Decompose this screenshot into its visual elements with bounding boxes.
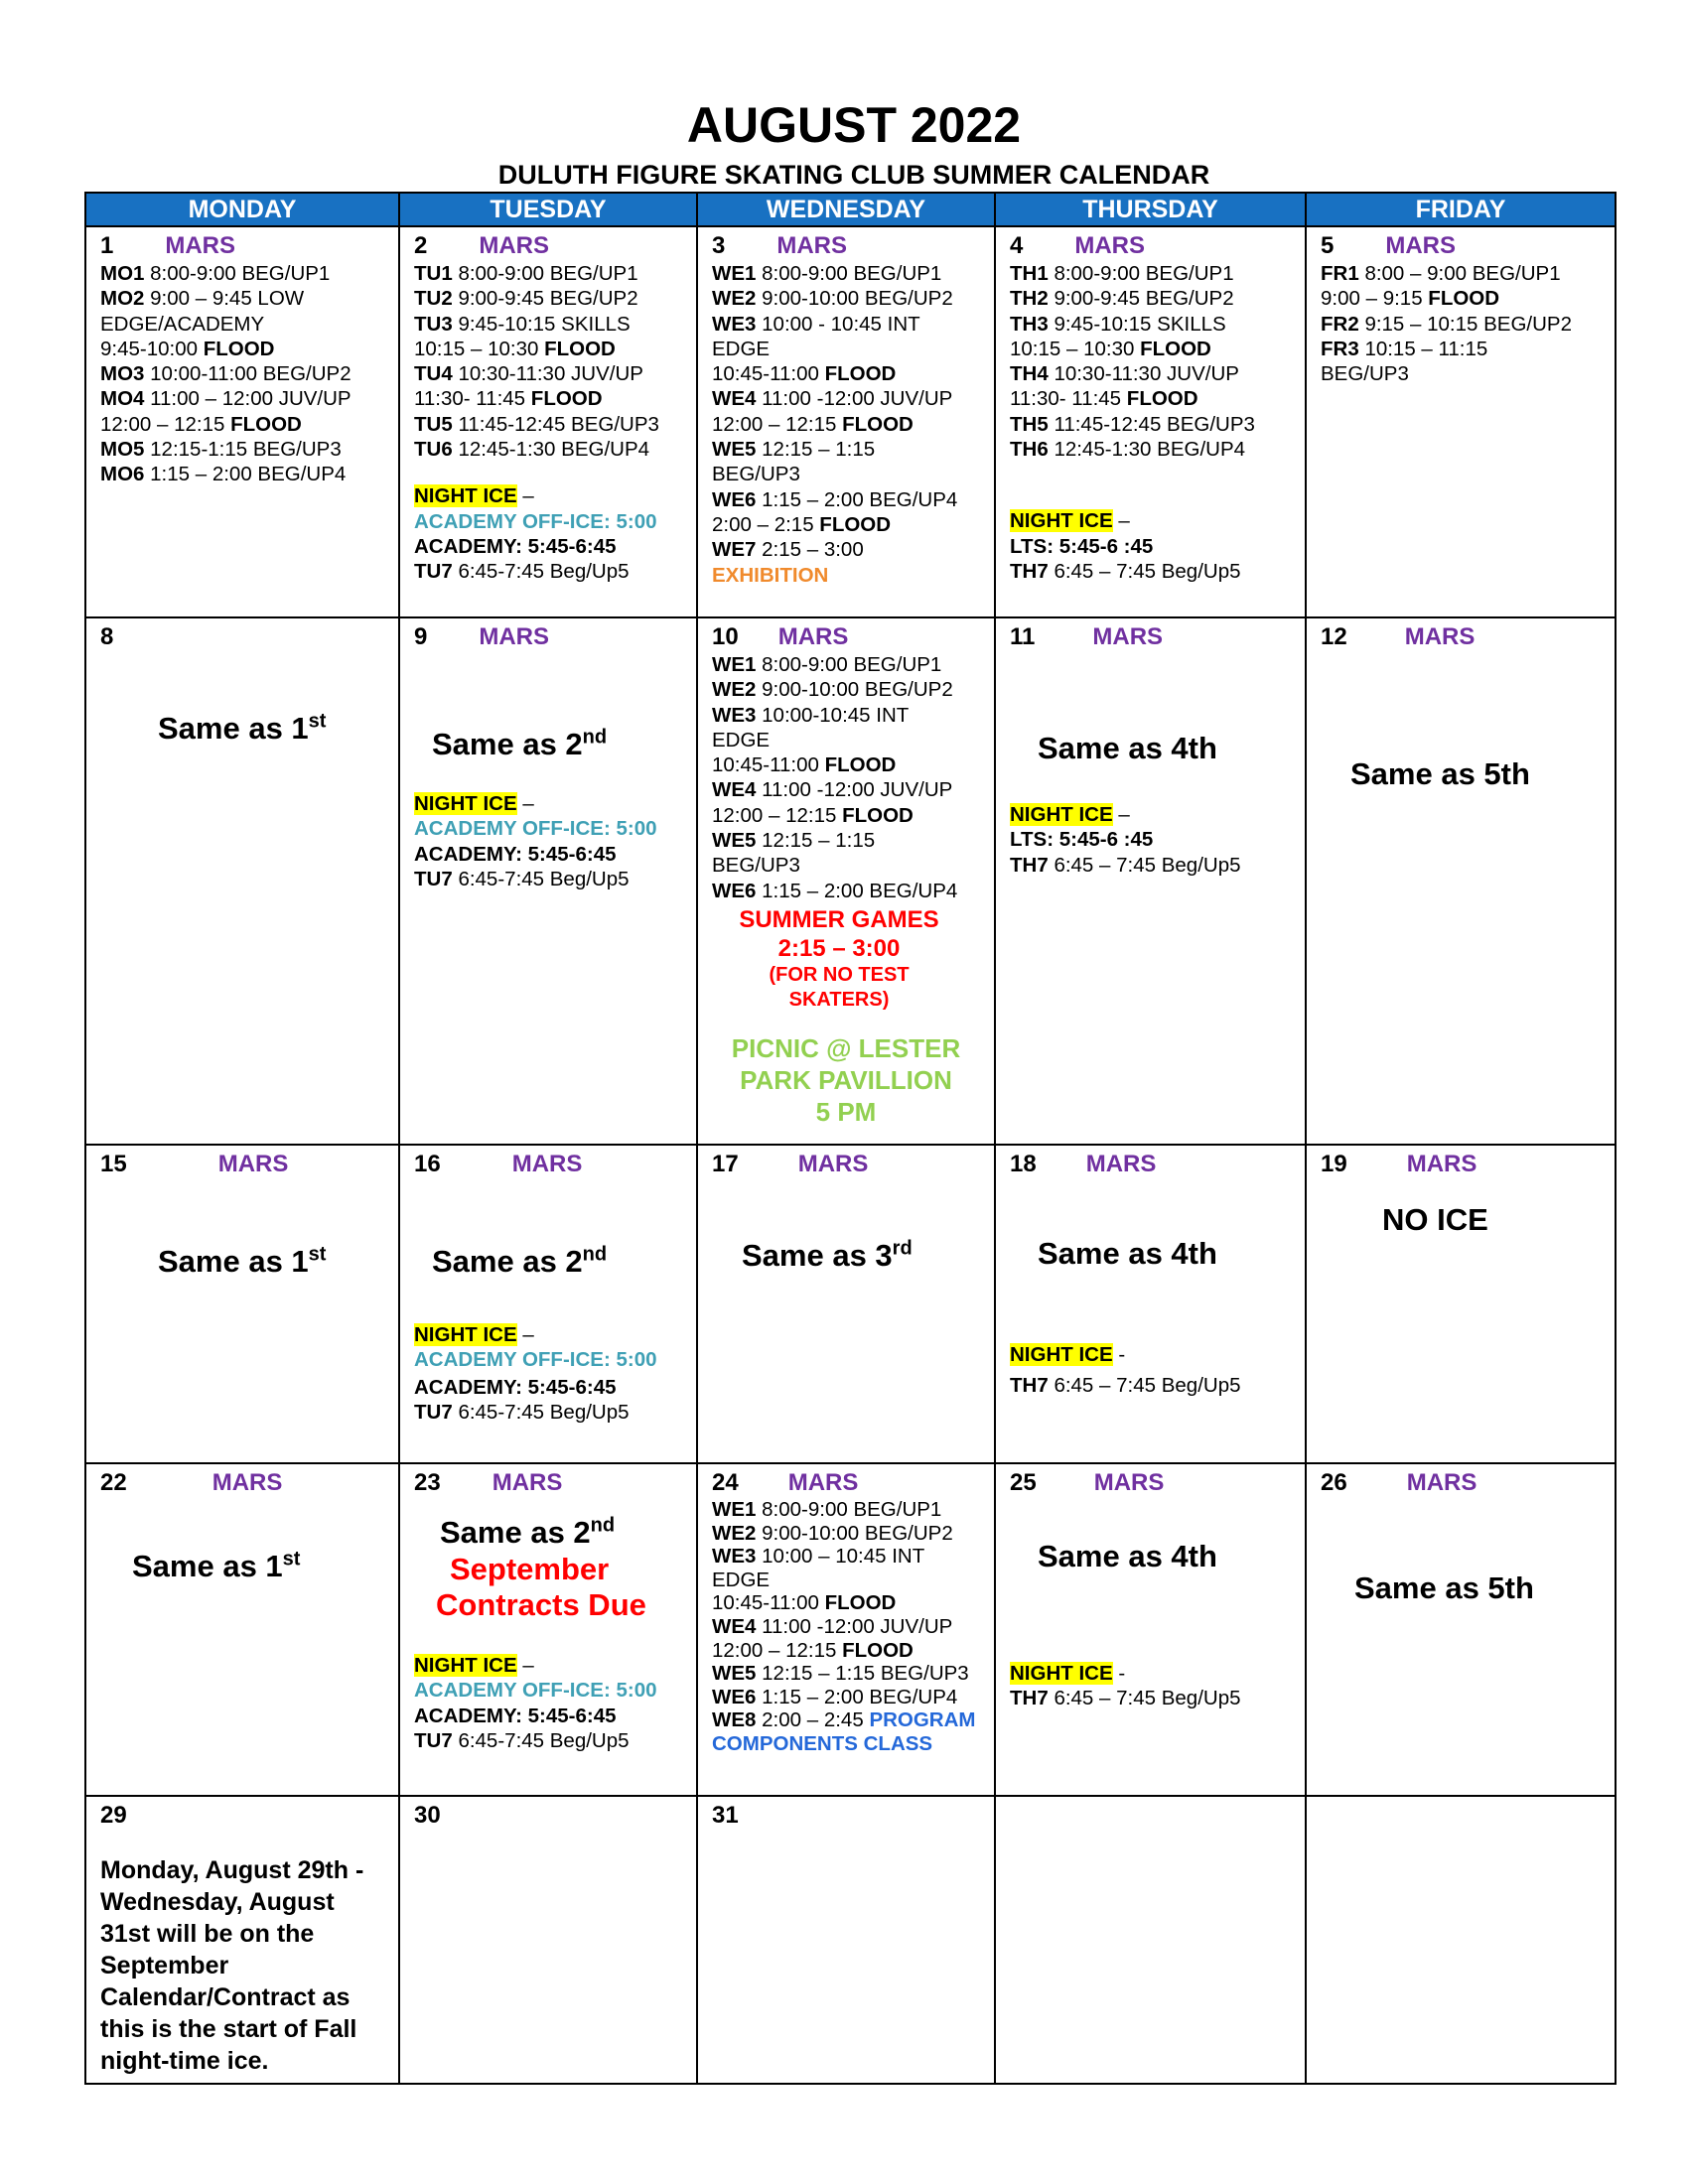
session-text: 12:45-1:30 BEG/UP4 — [1054, 438, 1246, 462]
day-number: 22 — [100, 1469, 127, 1496]
weekday-header: MONDAY — [85, 193, 399, 226]
day-number: 15 — [100, 1151, 127, 1177]
day-number: 31 — [712, 1802, 739, 1829]
academy-office: ACADEMY OFF-ICE: 5:00 — [414, 817, 657, 841]
flood-label: FLOOD — [1126, 387, 1198, 411]
no-ice-note: NO ICE — [1382, 1202, 1488, 1237]
session-code: TH4 — [1010, 362, 1049, 386]
session-code: WE2 — [712, 287, 757, 311]
week-row — [85, 1796, 1616, 2084]
day-cell-19 — [1306, 1145, 1616, 1463]
picnic-note: PICNIC @ LESTER — [731, 1032, 961, 1063]
day-number: 1 — [100, 232, 114, 259]
same-as-note: Same as 4th — [1038, 731, 1217, 765]
session-code: WE6 — [712, 879, 757, 902]
day-cell-31 — [697, 1796, 995, 2084]
session-code: TU7 — [414, 1400, 453, 1424]
day-cell-15 — [85, 1145, 399, 1463]
session-text: 12:45-1:30 BEG/UP4 — [458, 438, 650, 462]
session-code: WE4 — [712, 778, 757, 802]
same-as-note: Same as 1st — [132, 1548, 301, 1583]
session-text: 6:45-7:45 Beg/Up5 — [458, 867, 630, 890]
flood-time: 9:45-10:00 — [100, 337, 199, 360]
flood-label: FLOOD — [842, 803, 914, 827]
day-number: 18 — [1010, 1151, 1037, 1177]
session-text: 1:15 – 2:00 BEG/UP4 — [762, 487, 958, 511]
session-code: TH7 — [1010, 853, 1049, 877]
session-code: WE5 — [712, 438, 757, 462]
day-cell-3 — [697, 226, 995, 617]
day-number: 30 — [414, 1802, 441, 1829]
session-code: TU5 — [414, 412, 453, 436]
day-cell-5 — [1306, 226, 1616, 617]
academy-time: ACADEMY: 5:45-6:45 — [414, 1704, 617, 1727]
flood-time: 11:30- 11:45 — [414, 387, 526, 411]
same-as-note: Same as 2nd — [432, 726, 608, 761]
dash: – — [522, 1323, 534, 1346]
session-text: EDGE/ACADEMY — [100, 312, 265, 336]
day-number: 10 — [712, 623, 739, 650]
session-text: 12:15 – 1:15 — [762, 438, 876, 462]
flood-time: 12:00 – 12:15 — [100, 412, 225, 436]
day-cell-18 — [995, 1145, 1306, 1463]
mars-label: MARS — [777, 623, 849, 650]
mars-label: MARS — [1092, 623, 1164, 650]
session-text: 10:15 – 11:15 — [1364, 337, 1488, 360]
night-ice-label: NIGHT ICE — [414, 792, 517, 815]
exhibition-label: EXHIBITION — [712, 563, 829, 587]
weekday-header: THURSDAY — [995, 193, 1306, 226]
mars-label: MARS — [479, 623, 550, 650]
summer-games-time: 2:15 – 3:00 — [777, 934, 901, 962]
mars-label: MARS — [217, 1151, 289, 1177]
academy-office: ACADEMY OFF-ICE: 5:00 — [414, 1679, 657, 1703]
session-text: 12:15 – 1:15 BEG/UP3 — [762, 1662, 969, 1686]
session-text: EDGE — [712, 728, 771, 751]
session-code: TH7 — [1010, 559, 1049, 583]
session-text: 8:00-9:00 BEG/UP1 — [762, 653, 942, 676]
session-text: 6:45-7:45 Beg/Up5 — [458, 1728, 630, 1752]
session-code: WE1 — [712, 262, 757, 285]
session-code: WE5 — [712, 829, 757, 853]
session-text: EDGE — [712, 337, 771, 360]
flood-time: 10:15 – 10:30 — [1010, 337, 1135, 360]
program-label: PROGRAM — [869, 1708, 976, 1732]
summer-games-label: SUMMER GAMES — [739, 905, 939, 933]
session-text: 10:30-11:30 JUV/UP — [1054, 362, 1239, 386]
academy-time: ACADEMY: 5:45-6:45 — [414, 534, 617, 558]
same-as-note: Same as 2nd — [432, 1243, 608, 1279]
week-row — [85, 617, 1616, 1145]
session-code: WE4 — [712, 387, 757, 411]
day-cell-1 — [85, 226, 399, 617]
session-text: 9:00-10:00 BEG/UP2 — [762, 678, 953, 702]
page-subtitle: DULUTH FIGURE SKATING CLUB SUMMER CALENDAR — [497, 160, 1210, 190]
mars-label: MARS — [1074, 232, 1146, 259]
session-code: TU1 — [414, 262, 453, 285]
day-number: 17 — [712, 1151, 739, 1177]
session-code: TU7 — [414, 1728, 453, 1752]
mars-label: MARS — [1085, 1151, 1157, 1177]
session-text: 6:45-7:45 Beg/Up5 — [458, 560, 630, 584]
day-cell-9 — [399, 617, 697, 1145]
same-as-note: Same as 4th — [1038, 1236, 1217, 1271]
weekday-header: WEDNESDAY — [697, 193, 995, 226]
day-number: 9 — [414, 623, 428, 650]
lts-time: LTS: 5:45-6 :45 — [1010, 828, 1154, 852]
same-as-note: Same as 1st — [158, 1243, 327, 1279]
session-text: 6:45-7:45 Beg/Up5 — [458, 1400, 630, 1424]
flood-time: 2:00 – 2:15 — [712, 512, 814, 536]
september-contracts-note: Contracts Due — [436, 1587, 646, 1622]
session-text: BEG/UP3 — [1321, 362, 1409, 386]
mars-label: MARS — [1406, 1469, 1477, 1496]
session-text: 1:15 – 2:00 BEG/UP4 — [762, 1685, 958, 1708]
flood-time: 12:00 – 12:15 — [712, 1638, 837, 1662]
session-text: 6:45 – 7:45 Beg/Up5 — [1054, 853, 1241, 877]
mars-label: MARS — [787, 1469, 859, 1496]
session-text: 8:00-9:00 BEG/UP1 — [150, 262, 331, 285]
session-text: 11:00 -12:00 JUV/UP — [762, 387, 953, 411]
session-code: WE2 — [712, 1521, 757, 1545]
dash: – — [522, 1654, 534, 1677]
flood-time: 12:00 – 12:15 — [712, 803, 837, 827]
mars-label: MARS — [776, 232, 848, 259]
flood-label: FLOOD — [1428, 287, 1500, 311]
night-ice-label: NIGHT ICE — [1010, 1343, 1113, 1366]
session-text: 9:00-9:45 BEG/UP2 — [1054, 287, 1234, 311]
night-ice-label: NIGHT ICE — [1010, 1662, 1113, 1685]
night-ice-label: NIGHT ICE — [414, 1654, 517, 1677]
mars-label: MARS — [479, 232, 550, 259]
session-code: WE1 — [712, 653, 757, 676]
same-as-note: Same as 1st — [158, 710, 327, 746]
day-cell-22 — [85, 1463, 399, 1796]
night-ice-label: NIGHT ICE — [414, 1323, 517, 1346]
night-ice-label: NIGHT ICE — [1010, 509, 1113, 533]
session-text: 10:30-11:30 JUV/UP — [458, 362, 643, 386]
session-text: 1:15 – 2:00 BEG/UP4 — [762, 879, 958, 902]
dash: – — [522, 484, 534, 508]
day-number: 26 — [1321, 1469, 1347, 1496]
session-text: 12:15 – 1:15 — [762, 829, 876, 853]
day-number: 19 — [1321, 1151, 1347, 1177]
flood-time: 12:00 – 12:15 — [712, 412, 837, 436]
mars-label: MARS — [492, 1469, 563, 1496]
week-row — [85, 1463, 1616, 1796]
session-code: TH5 — [1010, 412, 1049, 436]
mars-label: MARS — [511, 1151, 583, 1177]
session-text: 9:45-10:15 SKILLS — [458, 312, 631, 336]
fall-schedule-note: Monday, August 29th - Wednesday, August 31st will be on the September Calendar/Contract as this is the start of Fall night-time ice. — [100, 1856, 364, 2075]
day-cell-2 — [399, 226, 697, 617]
session-text: 8:00 – 9:00 BEG/UP1 — [1364, 262, 1561, 285]
day-cell-23 — [399, 1463, 697, 1796]
dash: – — [1118, 803, 1130, 826]
session-text: 11:00 -12:00 JUV/UP — [762, 1614, 953, 1638]
flood-label: FLOOD — [842, 1638, 914, 1662]
day-cell-4 — [995, 226, 1306, 617]
same-as-note: Same as 3rd — [742, 1237, 913, 1273]
session-code: FR3 — [1321, 337, 1359, 360]
night-ice-label: NIGHT ICE — [1010, 803, 1113, 826]
same-as-note: Same as 5th — [1350, 756, 1530, 791]
session-text: 9:00-10:00 BEG/UP2 — [762, 287, 953, 311]
day-cell-11 — [995, 617, 1306, 1145]
session-text: 6:45 – 7:45 Beg/Up5 — [1054, 1687, 1241, 1710]
week-row — [85, 1145, 1616, 1463]
session-code: WE7 — [712, 538, 757, 562]
day-number: 29 — [100, 1802, 127, 1829]
session-code: MO4 — [100, 387, 145, 411]
session-text: 9:45-10:15 SKILLS — [1054, 312, 1226, 336]
flood-time: 9:00 – 9:15 — [1321, 287, 1423, 311]
session-code: TU7 — [414, 867, 453, 890]
session-code: MO6 — [100, 463, 145, 486]
day-number: 24 — [712, 1469, 739, 1496]
session-code: WE4 — [712, 1614, 757, 1638]
session-text: 11:45-12:45 BEG/UP3 — [1054, 412, 1255, 436]
day-cell-16 — [399, 1145, 697, 1463]
session-code: MO3 — [100, 362, 145, 386]
day-number: 16 — [414, 1151, 441, 1177]
session-code: TU3 — [414, 312, 453, 336]
day-number: 3 — [712, 232, 726, 259]
session-text: 10:00-10:45 INT — [762, 703, 910, 727]
calendar-table — [84, 192, 1617, 2085]
day-number: 11 — [1010, 623, 1036, 650]
week-row — [85, 226, 1616, 617]
session-code: MO1 — [100, 262, 145, 285]
session-text: 2:00 – 2:45 — [762, 1708, 864, 1732]
dash: – — [522, 792, 534, 815]
session-text: 8:00-9:00 BEG/UP1 — [762, 1498, 942, 1521]
empty-cell — [995, 1796, 1306, 2084]
session-text: 12:15-1:15 BEG/UP3 — [150, 438, 342, 462]
mars-label: MARS — [165, 232, 236, 259]
mars-label: MARS — [211, 1469, 283, 1496]
weekday-header: FRIDAY — [1306, 193, 1616, 226]
session-text: 8:00-9:00 BEG/UP1 — [762, 262, 942, 285]
day-number: 25 — [1010, 1469, 1037, 1496]
flood-time: 10:15 – 10:30 — [414, 337, 539, 360]
session-code: FR1 — [1321, 262, 1359, 285]
flood-label: FLOOD — [1140, 337, 1211, 360]
session-code: WE6 — [712, 487, 757, 511]
session-text: 6:45 – 7:45 Beg/Up5 — [1054, 1374, 1241, 1398]
flood-label: FLOOD — [842, 412, 914, 436]
hyphen: - — [1118, 1662, 1126, 1685]
picnic-note: PARK PAVILLION — [740, 1064, 952, 1095]
session-text: 10:00 - 10:45 INT — [762, 312, 920, 336]
day-cell-25 — [995, 1463, 1306, 1796]
day-cell-26 — [1306, 1463, 1616, 1796]
session-code: WE5 — [712, 1662, 757, 1686]
mars-label: MARS — [1404, 623, 1476, 650]
flood-label: FLOOD — [824, 362, 897, 386]
day-cell-17 — [697, 1145, 995, 1463]
day-cell-8 — [85, 617, 399, 1145]
session-code: WE2 — [712, 678, 757, 702]
session-text: 6:45 – 7:45 Beg/Up5 — [1054, 559, 1241, 583]
session-code: MO2 — [100, 287, 145, 311]
flood-label: FLOOD — [824, 1591, 897, 1615]
session-code: WE3 — [712, 312, 757, 336]
session-code: TU4 — [414, 362, 453, 386]
flood-label: FLOOD — [203, 337, 275, 360]
session-text: 8:00-9:00 BEG/UP1 — [1054, 262, 1234, 285]
session-code: TH6 — [1010, 438, 1049, 462]
session-code: TH2 — [1010, 287, 1049, 311]
session-code: TH7 — [1010, 1687, 1049, 1710]
day-number: 8 — [100, 623, 114, 650]
night-ice-label: NIGHT ICE — [414, 484, 517, 508]
session-code: WE8 — [712, 1708, 757, 1732]
session-text: 11:45-12:45 BEG/UP3 — [458, 412, 659, 436]
day-cell-24 — [697, 1463, 995, 1796]
academy-time: ACADEMY: 5:45-6:45 — [414, 1375, 617, 1399]
session-code: WE1 — [712, 1498, 757, 1521]
empty-cell — [1306, 1796, 1616, 2084]
session-text: 11:00 – 12:00 JUV/UP — [150, 387, 352, 411]
session-text: 9:00-9:45 BEG/UP2 — [458, 287, 638, 311]
page-title: AUGUST 2022 — [686, 97, 1022, 153]
session-code: WE6 — [712, 1685, 757, 1708]
session-text: 9:15 – 10:15 BEG/UP2 — [1364, 312, 1572, 336]
academy-time: ACADEMY: 5:45-6:45 — [414, 842, 617, 866]
dash: – — [1118, 509, 1130, 533]
flood-time: 10:45-11:00 — [712, 1591, 819, 1615]
session-code: WE3 — [712, 703, 757, 727]
session-code: MO5 — [100, 438, 145, 462]
flood-label: FLOOD — [544, 337, 616, 360]
mars-label: MARS — [797, 1151, 869, 1177]
september-contracts-note: September — [450, 1552, 610, 1586]
session-text: 10:00 – 10:45 INT — [762, 1545, 925, 1569]
session-text: 2:15 – 3:00 — [762, 538, 864, 562]
academy-office: ACADEMY OFF-ICE: 5:00 — [414, 509, 657, 533]
day-number: 12 — [1321, 623, 1347, 650]
no-test-note: (FOR NO TEST — [769, 963, 910, 986]
hyphen: - — [1118, 1343, 1126, 1366]
same-as-note: Same as 2nd — [440, 1514, 616, 1550]
session-text: 9:00 – 9:45 LOW — [150, 287, 305, 311]
day-cell-30 — [399, 1796, 697, 2084]
flood-label: FLOOD — [824, 753, 897, 777]
mars-label: MARS — [1093, 1469, 1165, 1496]
session-code: TH1 — [1010, 262, 1049, 285]
flood-label: FLOOD — [530, 387, 603, 411]
session-text: BEG/UP3 — [712, 463, 800, 486]
session-text: EDGE — [712, 1568, 771, 1591]
session-text: 11:00 -12:00 JUV/UP — [762, 778, 953, 802]
flood-label: FLOOD — [819, 512, 892, 536]
weekday-header-row — [85, 193, 1616, 226]
session-code: TU6 — [414, 438, 453, 462]
session-code: FR2 — [1321, 312, 1359, 336]
session-text: 1:15 – 2:00 BEG/UP4 — [150, 463, 347, 486]
day-number: 23 — [414, 1469, 441, 1496]
session-code: TH7 — [1010, 1374, 1049, 1398]
academy-office: ACADEMY OFF-ICE: 5:00 — [414, 1348, 657, 1372]
flood-label: FLOOD — [230, 412, 302, 436]
flood-time: 10:45-11:00 — [712, 362, 819, 386]
same-as-note: Same as 4th — [1038, 1539, 1217, 1573]
session-text: 9:00-10:00 BEG/UP2 — [762, 1521, 953, 1545]
same-as-note: Same as 5th — [1354, 1570, 1534, 1605]
no-test-note: SKATERS) — [788, 988, 890, 1011]
session-text: 8:00-9:00 BEG/UP1 — [458, 262, 638, 285]
day-number: 5 — [1321, 232, 1335, 259]
session-code: TU2 — [414, 287, 453, 311]
lts-time: LTS: 5:45-6 :45 — [1010, 534, 1154, 558]
weekday-header: TUESDAY — [399, 193, 697, 226]
mars-label: MARS — [1385, 232, 1457, 259]
flood-time: 11:30- 11:45 — [1010, 387, 1122, 411]
day-number: 4 — [1010, 232, 1024, 259]
flood-time: 10:45-11:00 — [712, 753, 819, 777]
day-cell-29 — [85, 1796, 399, 2084]
session-code: TH3 — [1010, 312, 1049, 336]
session-code: WE3 — [712, 1545, 757, 1569]
day-cell-12 — [1306, 617, 1616, 1145]
day-cell-10 — [697, 617, 995, 1145]
session-text: 10:00-11:00 BEG/UP2 — [150, 362, 352, 386]
components-class-label: COMPONENTS CLASS — [712, 1731, 933, 1755]
day-number: 2 — [414, 232, 428, 259]
picnic-note: 5 PM — [815, 1096, 877, 1127]
session-text: BEG/UP3 — [712, 854, 800, 878]
mars-label: MARS — [1406, 1151, 1477, 1177]
session-code: TU7 — [414, 560, 453, 584]
